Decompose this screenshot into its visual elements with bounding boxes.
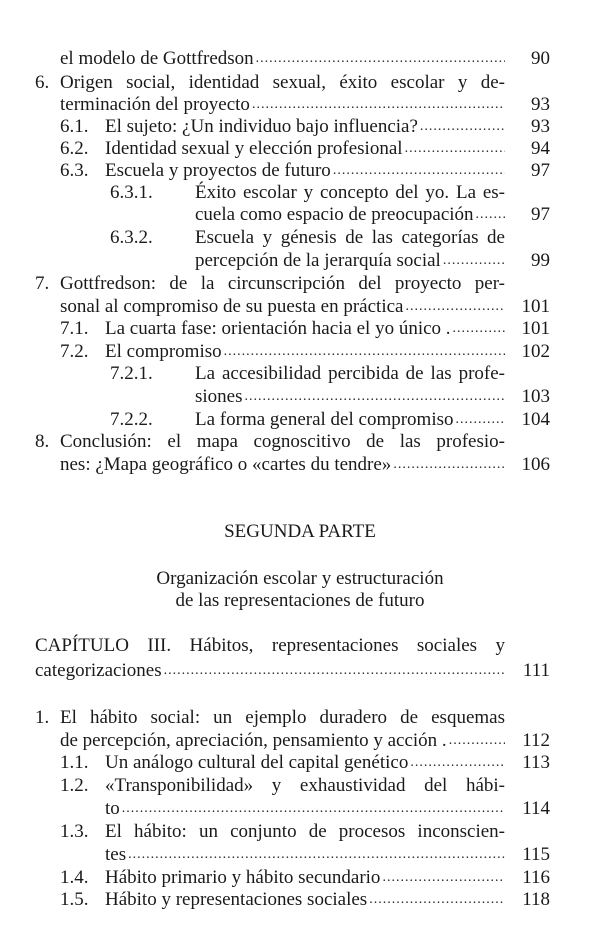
entry-number: 8. <box>35 431 50 452</box>
entry-title: El hábito: un conjunto de procesos inconscien- <box>105 821 505 842</box>
toc-entry <box>0 71 600 94</box>
dot-leader <box>369 888 505 911</box>
entry-number: 1.1. <box>60 752 89 773</box>
page-number: 115 <box>522 844 550 865</box>
dot-leader <box>224 340 505 363</box>
toc-entry <box>0 47 600 70</box>
entry-title: El compromiso <box>105 341 222 362</box>
toc-entry <box>0 866 600 889</box>
entry-number: 1.3. <box>60 821 89 842</box>
toc-entry <box>0 385 600 408</box>
page-number: 104 <box>521 409 550 430</box>
page-number: 112 <box>522 730 550 751</box>
entry-number: 6.2. <box>60 138 89 159</box>
dot-leader <box>382 866 505 889</box>
toc-entry <box>0 159 600 182</box>
toc-entry <box>0 317 600 340</box>
page-number: 90 <box>531 48 550 69</box>
entry-title: Identidad sexual y elección profesional <box>105 138 403 159</box>
page-number: 93 <box>531 94 550 115</box>
part-title: SEGUNDA PARTE <box>224 521 376 542</box>
dot-leader <box>410 751 505 774</box>
toc-entry <box>0 362 600 385</box>
page-number: 111 <box>522 660 550 681</box>
entry-title: cuela como espacio de preocupación <box>195 204 474 225</box>
page-number: 102 <box>521 341 550 362</box>
dot-leader <box>164 659 505 682</box>
entry-title: percepción de la jerarquía social <box>195 250 441 271</box>
part-subtitle-line-1: Organización escolar y estructuración <box>156 568 444 589</box>
entry-title: Escuela y génesis de las categorías de <box>195 227 505 248</box>
toc-entry <box>0 340 600 363</box>
toc-entry <box>0 820 600 843</box>
page-number: 101 <box>521 296 550 317</box>
entry-number: 1.2. <box>60 775 89 796</box>
entry-number: 6. <box>35 72 50 93</box>
entry-number: 1.5. <box>60 889 89 910</box>
toc-entry <box>0 751 600 774</box>
dot-leader <box>245 385 506 408</box>
toc-entry <box>0 203 600 226</box>
entry-number: 7.1. <box>60 318 89 339</box>
entry-number: 6.3.1. <box>110 182 153 203</box>
entry-number: 6.3.2. <box>110 227 153 248</box>
toc-entry <box>0 295 600 318</box>
entry-number: 6.3. <box>60 160 89 181</box>
entry-title: Hábito y representaciones sociales <box>105 889 368 910</box>
dot-leader <box>453 317 505 340</box>
entry-title: La accesibilidad percibida de las profe- <box>195 363 505 384</box>
toc-entry <box>0 181 600 204</box>
dot-leader <box>443 249 505 272</box>
entry-title: tes <box>105 844 127 865</box>
toc-entry <box>0 888 600 911</box>
page-number: 118 <box>522 889 550 910</box>
toc-entry <box>0 729 600 752</box>
page-number: 106 <box>521 454 550 475</box>
entry-title: La forma general del compromiso <box>195 409 454 430</box>
page-number: 94 <box>531 138 550 159</box>
part-subtitle-line-2: de las representaciones de futuro <box>175 590 425 611</box>
entry-title: de percepción, apreciación, pensamiento y acción . <box>60 730 447 751</box>
dot-leader <box>333 159 505 182</box>
entry-title: La cuarta fase: orientación hacia el yo único . <box>105 318 451 339</box>
toc-entry <box>0 226 600 249</box>
toc-entry <box>0 843 600 866</box>
page-number: 103 <box>521 386 550 407</box>
entry-title: Éxito escolar y concepto del yo. La es- <box>195 182 505 203</box>
entry-title: Origen social, identidad sexual, éxito escolar y de- <box>60 72 505 93</box>
toc-entry <box>0 115 600 138</box>
dot-leader <box>128 843 505 866</box>
page-number: 93 <box>531 116 550 137</box>
entry-title: Gottfredson: de la circunscripción del proyecto per- <box>60 273 505 294</box>
page-number: 116 <box>522 867 550 888</box>
dot-leader <box>456 408 505 431</box>
entry-number: 7.2. <box>60 341 89 362</box>
entry-number: 1. <box>35 707 50 728</box>
entry-title: Un análogo cultural del capital genético <box>105 752 409 773</box>
page-number: 113 <box>522 752 550 773</box>
page-number: 114 <box>522 798 550 819</box>
toc-entry <box>0 659 600 682</box>
dot-leader <box>122 797 505 820</box>
dot-leader <box>420 115 505 138</box>
toc-entry <box>0 408 600 431</box>
entry-title: to <box>105 798 120 819</box>
page-number: 101 <box>521 318 550 339</box>
entry-title: CAPÍTULO III. Hábitos, representaciones sociales y <box>35 635 505 656</box>
entry-title: nes: ¿Mapa geográfico o «cartes du tendre» <box>60 454 392 475</box>
toc-entry <box>0 797 600 820</box>
entry-number: 7.2.2. <box>110 409 153 430</box>
entry-number: 1.4. <box>60 867 89 888</box>
toc-entry <box>0 774 600 797</box>
toc-entry <box>0 249 600 272</box>
entry-title: categorizaciones <box>35 660 162 681</box>
page-number: 99 <box>531 250 550 271</box>
entry-number: 7.2.1. <box>110 363 153 384</box>
page-number: 97 <box>531 204 550 225</box>
entry-title: «Transponibilidad» y exhaustividad del hábi- <box>105 775 505 796</box>
entry-title: El sujeto: ¿Un individuo bajo influencia? <box>105 116 418 137</box>
dot-leader <box>256 47 505 70</box>
toc-entry <box>0 272 600 295</box>
entry-number: 7. <box>35 273 50 294</box>
dot-leader <box>405 137 505 160</box>
toc-entry <box>0 634 600 657</box>
toc-entry <box>0 137 600 160</box>
toc-entry <box>0 453 600 476</box>
dot-leader <box>393 453 505 476</box>
toc-entry <box>0 430 600 453</box>
entry-title: terminación del proyecto <box>60 94 250 115</box>
entry-title: siones <box>195 386 243 407</box>
dot-leader <box>449 729 505 752</box>
toc-entry <box>0 706 600 729</box>
entry-title: Conclusión: el mapa cognoscitivo de las profesio- <box>60 431 505 452</box>
entry-number: 6.1. <box>60 116 89 137</box>
entry-title: sonal al compromiso de su puesta en práctica <box>60 296 404 317</box>
toc-entry <box>0 93 600 116</box>
entry-title: Hábito primario y hábito secundario <box>105 867 381 888</box>
page-number: 97 <box>531 160 550 181</box>
entry-title: Escuela y proyectos de futuro <box>105 160 331 181</box>
entry-title: el modelo de Gottfredson <box>60 48 254 69</box>
dot-leader <box>252 93 505 116</box>
dot-leader <box>405 295 505 318</box>
entry-title: El hábito social: un ejemplo duradero de esquemas <box>60 707 505 728</box>
